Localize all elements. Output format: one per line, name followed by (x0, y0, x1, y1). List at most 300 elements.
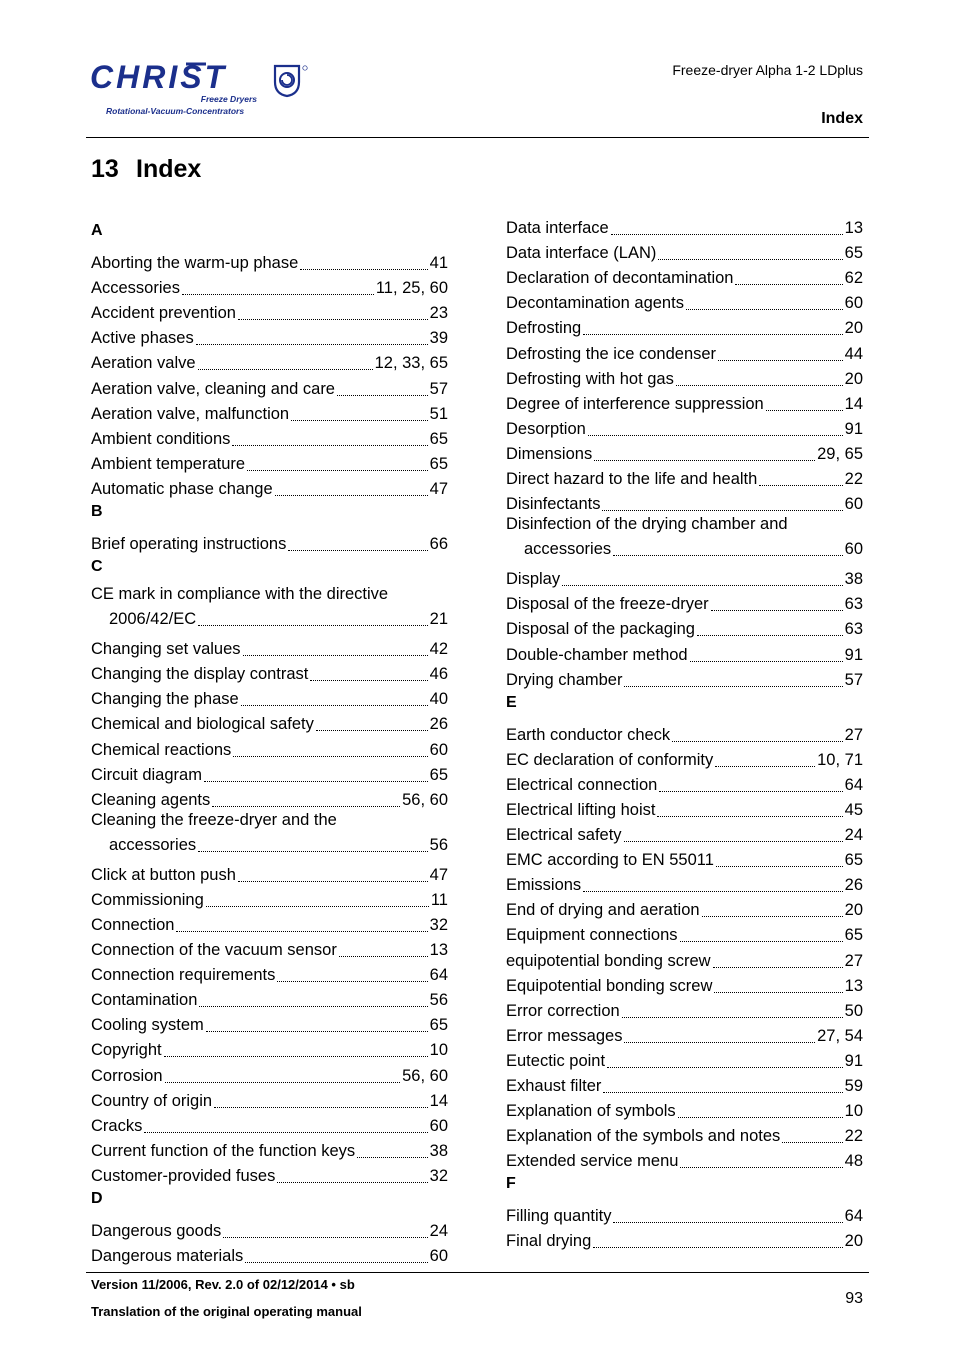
dot-leader (603, 1091, 842, 1093)
dot-leader (198, 850, 428, 852)
dot-leader (198, 624, 427, 626)
dot-leader (233, 755, 427, 757)
index-page-numbers: 29, 65 (817, 444, 863, 463)
index-entry (506, 971, 863, 996)
index-page-numbers: 46 (429, 665, 448, 684)
index-page-numbers: 47 (429, 865, 448, 884)
dot-leader (182, 293, 374, 295)
index-term: Customer-provided fuses (91, 1166, 276, 1185)
index-entry-continuation (506, 534, 863, 559)
index-entry (506, 945, 863, 970)
footer-rule (86, 1272, 869, 1273)
index-page-numbers: 12, 33, 65 (374, 354, 448, 373)
index-page-numbers: 11, 25, 60 (375, 279, 448, 298)
index-group-letter: A (91, 222, 103, 239)
index-page-numbers: 24 (844, 826, 863, 845)
index-term: Ambient conditions (91, 429, 231, 448)
index-group-letter: D (91, 1189, 103, 1207)
index-entry (506, 639, 863, 664)
index-term: Aeration valve, cleaning and care (91, 379, 335, 398)
index-entry (506, 364, 863, 389)
index-page-numbers: 26 (429, 715, 448, 734)
index-term: CE mark in compliance with the directive (91, 585, 389, 604)
index-entry (91, 960, 448, 985)
index-term: Defrosting the ice condenser (506, 344, 717, 363)
index-entry (506, 213, 863, 238)
dot-leader (247, 469, 428, 471)
dot-leader (199, 1005, 427, 1007)
index-term: Electrical safety (506, 826, 622, 845)
index-page-numbers: 56 (429, 991, 448, 1010)
dot-leader (716, 865, 843, 867)
index-entry (506, 564, 863, 589)
dot-leader (241, 704, 428, 706)
index-term: Dangerous materials (91, 1247, 244, 1266)
index-page-numbers: 65 (429, 765, 448, 784)
dot-leader (611, 233, 843, 235)
index-page-numbers: 65 (844, 926, 863, 945)
index-page-numbers: 22 (844, 470, 863, 489)
index-term: Accident prevention (91, 304, 236, 323)
dot-leader (243, 654, 428, 656)
index-page-numbers: 65 (429, 454, 448, 473)
index-term: Error correction (506, 1001, 620, 1020)
index-page-numbers: 51 (429, 404, 448, 423)
index-page-numbers: 60 (429, 1247, 448, 1266)
index-term: Error messages (506, 1026, 623, 1045)
dot-leader (588, 434, 843, 436)
index-entry (506, 389, 863, 414)
index-entry (91, 273, 448, 298)
index-page-numbers: 32 (429, 1166, 448, 1185)
svg-text:CHRIST: CHRIST (90, 60, 228, 94)
dot-leader (680, 940, 843, 942)
index-term: equipotential bonding screw (506, 951, 711, 970)
index-term: Cleaning the freeze-dryer and the (91, 810, 337, 829)
index-entry (506, 614, 863, 639)
index-term: Connection (91, 915, 175, 934)
index-term: Aeration valve, malfunction (91, 404, 290, 423)
index-entry (506, 464, 863, 489)
index-term: Country of origin (91, 1091, 213, 1110)
index-term: Brief operating instructions (91, 535, 287, 554)
index-entry (91, 1241, 448, 1266)
index-page-numbers: 91 (844, 1051, 863, 1070)
index-entry (506, 238, 863, 263)
index-page-numbers: 65 (844, 851, 863, 870)
index-entry (91, 734, 448, 759)
index-column-left (91, 218, 448, 1266)
index-term: Current function of the function keys (91, 1141, 356, 1160)
dot-leader (659, 790, 842, 792)
index-entry (91, 529, 448, 554)
index-group-letter: B (91, 502, 103, 520)
dot-leader (204, 780, 428, 782)
dot-leader (310, 679, 427, 681)
index-term: Disinfection of the drying chamber and (506, 515, 788, 534)
dot-leader (624, 1041, 815, 1043)
index-page-numbers: 60 (429, 1116, 448, 1135)
index-term: Defrosting (506, 319, 582, 338)
index-entry (506, 1021, 863, 1046)
dot-leader (196, 343, 428, 345)
index-term: Data interface (LAN) (506, 244, 657, 263)
index-page-numbers: 63 (844, 595, 863, 614)
index-term: Changing the display contrast (91, 665, 309, 684)
index-entry (91, 298, 448, 323)
index-entry (91, 1035, 448, 1060)
christ-wordmark (88, 60, 266, 94)
dot-leader (715, 765, 815, 767)
index-page-numbers: 64 (844, 775, 863, 794)
dot-leader (672, 740, 842, 742)
dot-leader (164, 1055, 428, 1057)
index-entry (506, 996, 863, 1021)
dot-leader (206, 905, 429, 907)
index-entry (506, 514, 863, 564)
index-term: Accessories (91, 279, 180, 298)
index-page-numbers: 10, 71 (817, 750, 863, 769)
dot-leader (277, 980, 427, 982)
index-page-numbers: 10 (844, 1102, 863, 1121)
index-page-numbers: 91 (844, 645, 863, 664)
index-term: Cleaning agents (91, 790, 211, 809)
index-term: Degree of interference suppression (506, 394, 764, 413)
index-term: Explanation of symbols (506, 1102, 676, 1121)
index-term: Changing the phase (91, 690, 239, 709)
index-page-numbers: 66 (429, 535, 448, 554)
index-term: Electrical connection (506, 775, 658, 794)
dot-leader (735, 283, 842, 285)
index-term: Decontamination agents (506, 294, 684, 313)
index-page-numbers: 27 (844, 725, 863, 744)
brand-line-1: Freeze Dryers (200, 94, 257, 104)
dot-leader (277, 1181, 427, 1183)
index-term: Data interface (506, 219, 609, 238)
index-term: Cracks (91, 1116, 143, 1135)
index-term: Extended service menu (506, 1152, 679, 1171)
index-term: Circuit diagram (91, 765, 202, 784)
dot-leader (607, 1066, 843, 1068)
dot-leader (238, 880, 428, 882)
dot-leader (165, 1081, 401, 1083)
index-group-letter: E (506, 693, 517, 711)
index-page-numbers: 65 (429, 429, 448, 448)
index-entry (91, 885, 448, 910)
brand-line-2: Rotational-Vacuum-Concentrators (106, 106, 245, 116)
index-entry (506, 1226, 863, 1251)
dot-leader (718, 359, 843, 361)
index-entry (91, 1111, 448, 1136)
index-entry (91, 584, 448, 634)
index-page-numbers: 56 (429, 835, 448, 854)
index-entry (91, 935, 448, 960)
dot-leader (714, 991, 842, 993)
index-page-numbers: 42 (429, 640, 448, 659)
index-page-numbers: 24 (429, 1222, 448, 1240)
index-term: Filling quantity (506, 1207, 612, 1226)
index-entry (506, 439, 863, 464)
dot-leader (291, 419, 428, 421)
index-entry (506, 1071, 863, 1096)
index-entry (91, 709, 448, 734)
header-rule (86, 137, 869, 138)
index-term: Equipotential bonding screw (506, 976, 713, 995)
index-entry (91, 1136, 448, 1161)
index-term: Chemical and biological safety (91, 715, 314, 734)
index-entry (506, 313, 863, 338)
index-term: Click at button push (91, 865, 236, 884)
index-entry (91, 985, 448, 1010)
index-page-numbers: 27, 54 (817, 1026, 863, 1045)
index-entry (506, 770, 863, 795)
index-page-numbers: 47 (429, 479, 448, 498)
index-term: Eutectic point (506, 1051, 606, 1070)
index-page-numbers: 26 (844, 876, 863, 895)
index-entry-continuation (91, 830, 448, 855)
index-term: Earth conductor check (506, 725, 671, 744)
index-term: Changing set values (91, 640, 241, 659)
index-entry (91, 1060, 448, 1085)
index-entry (506, 1046, 863, 1071)
index-term: Defrosting with hot gas (506, 369, 674, 388)
index-term: EC declaration of conformity (506, 750, 714, 769)
dot-leader (657, 815, 842, 817)
christ-emblem-icon (272, 64, 312, 98)
index-entry (91, 1216, 448, 1241)
index-page-numbers: 64 (429, 966, 448, 985)
chapter-title: Index (136, 155, 202, 183)
index-page-numbers: 13 (429, 941, 448, 960)
dot-leader (339, 955, 428, 957)
index-term-continuation: accessories (524, 540, 612, 559)
index-entry (91, 348, 448, 373)
dot-leader (214, 1106, 428, 1108)
index-term: Dimensions (506, 444, 593, 463)
index-page-numbers: 65 (429, 1016, 448, 1035)
dot-leader (238, 318, 428, 320)
index-group-letter: F (506, 1175, 516, 1193)
dot-leader (602, 509, 842, 511)
index-term: Connection requirements (91, 966, 276, 985)
index-page-numbers: 21 (429, 610, 448, 629)
index-entry (91, 634, 448, 659)
index-entry (506, 745, 863, 770)
index-page-numbers: 10 (429, 1041, 448, 1060)
index-column-right (506, 213, 863, 1251)
index-entry (91, 449, 448, 474)
dot-leader (622, 1016, 843, 1018)
dot-leader (288, 549, 427, 551)
index-term: Electrical lifting hoist (506, 800, 656, 819)
index-entry (506, 665, 863, 690)
dot-leader (624, 685, 842, 687)
index-term: Cooling system (91, 1016, 204, 1035)
index-term: Commissioning (91, 890, 204, 909)
index-term: Final drying (506, 1232, 592, 1251)
index-page-numbers: 11 (430, 890, 448, 909)
index-term: Exhaust filter (506, 1077, 602, 1095)
dot-leader (357, 1156, 427, 1158)
index-term-continuation: 2006/42/EC (109, 610, 197, 629)
index-term: Drying chamber (506, 670, 623, 689)
index-entry (506, 1146, 863, 1171)
index-entry (91, 860, 448, 885)
index-term: Disposal of the packaging (506, 620, 695, 639)
index-entry (91, 323, 448, 348)
index-page-numbers: 20 (844, 901, 863, 920)
index-term: Contamination (91, 991, 198, 1010)
index-entry (506, 263, 863, 288)
index-entry (91, 1161, 448, 1186)
chapter-heading (91, 155, 201, 184)
dot-leader (697, 634, 843, 636)
index-term: Aeration valve (91, 354, 196, 373)
index-term: Declaration of decontamination (506, 269, 734, 288)
dot-leader (676, 384, 843, 386)
index-page-numbers: 44 (844, 344, 863, 363)
index-entry (91, 659, 448, 684)
index-term: Equipment connections (506, 926, 678, 945)
dot-leader (337, 394, 428, 396)
dot-leader (624, 840, 843, 842)
index-entry (506, 720, 863, 745)
dot-leader (206, 1030, 428, 1032)
dot-leader (702, 915, 843, 917)
index-entry (506, 414, 863, 439)
page-number: 93 (845, 1290, 863, 1307)
index-entry (91, 785, 448, 810)
index-page-numbers: 91 (844, 419, 863, 438)
document-title: Freeze-dryer Alpha 1-2 LDplus (672, 62, 863, 78)
index-term: Double-chamber method (506, 645, 688, 664)
footer-version: Version 11/2006, Rev. 2.0 of 02/12/2014 • sb (91, 1277, 355, 1292)
index-page-numbers: 20 (844, 319, 863, 338)
index-entry (91, 910, 448, 935)
index-page-numbers: 27 (844, 951, 863, 970)
dot-leader (144, 1131, 427, 1133)
index-term-continuation: accessories (109, 835, 197, 854)
index-page-numbers: 40 (429, 690, 448, 709)
index-page-numbers: 32 (429, 915, 448, 934)
index-page-numbers: 60 (844, 495, 863, 514)
index-page-numbers: 56, 60 (402, 1066, 448, 1085)
index-term: Direct hazard to the life and health (506, 470, 758, 489)
dot-leader (223, 1236, 427, 1238)
index-page-numbers: 13 (844, 219, 863, 238)
dot-leader (594, 459, 815, 461)
chapter-number: 13 (91, 155, 119, 183)
dot-leader (711, 609, 843, 611)
dot-leader (713, 966, 843, 968)
index-entry (91, 248, 448, 273)
index-page-numbers: 48 (844, 1152, 863, 1171)
index-term: End of drying and aeration (506, 901, 700, 920)
dot-leader (782, 1141, 842, 1143)
index-page-numbers: 23 (429, 304, 448, 323)
section-name: Index (821, 110, 863, 127)
index-entry (506, 920, 863, 945)
index-entry (91, 474, 448, 499)
index-entry-continuation (91, 604, 448, 629)
index-page-numbers: 38 (429, 1141, 448, 1160)
index-entry (91, 684, 448, 709)
index-page-numbers: 60 (844, 540, 863, 559)
index-term: Desorption (506, 419, 586, 438)
index-term: Active phases (91, 329, 194, 348)
index-entry (506, 870, 863, 895)
index-page-numbers: 50 (844, 1001, 863, 1020)
index-page-numbers: 56, 60 (402, 790, 448, 809)
index-term: Display (506, 570, 561, 589)
index-page-numbers: 14 (429, 1091, 448, 1110)
index-term: Explanation of the symbols and notes (506, 1127, 781, 1146)
index-page-numbers: 62 (844, 269, 863, 288)
index-entry (506, 820, 863, 845)
index-page-numbers: 20 (844, 1232, 863, 1251)
index-term: Emissions (506, 876, 582, 895)
index-entry (506, 1201, 863, 1226)
dot-leader (583, 333, 842, 335)
index-entry (91, 760, 448, 785)
index-entry (506, 489, 863, 514)
dot-leader (562, 584, 843, 586)
dot-leader (686, 308, 843, 310)
index-entry (91, 424, 448, 449)
index-entry (91, 1010, 448, 1035)
index-entry (91, 810, 448, 860)
dot-leader (300, 268, 427, 270)
index-term: Disinfectants (506, 495, 601, 514)
index-page-numbers: 22 (844, 1127, 863, 1146)
index-page-numbers: 20 (844, 369, 863, 388)
index-entry (506, 1096, 863, 1121)
index-entry (506, 338, 863, 363)
index-entry (506, 1121, 863, 1146)
christ-logo (88, 58, 313, 120)
footer-translation-note: Translation of the original operating manual (91, 1304, 362, 1319)
dot-leader (678, 1116, 843, 1118)
index-entry (506, 845, 863, 870)
dot-leader (245, 1261, 427, 1263)
dot-leader (232, 444, 427, 446)
index-page-numbers: 64 (844, 1207, 863, 1226)
index-page-numbers: 57 (844, 670, 863, 689)
index-term: Chemical reactions (91, 740, 232, 759)
index-page-numbers: 60 (844, 294, 863, 313)
index-page-numbers: 38 (844, 570, 863, 589)
index-page-numbers: 13 (844, 976, 863, 995)
dot-leader (198, 368, 373, 370)
dot-leader (613, 554, 843, 556)
dot-leader (690, 660, 843, 662)
index-entry (506, 589, 863, 614)
dot-leader (176, 930, 427, 932)
index-entry (91, 373, 448, 398)
dot-leader (316, 729, 428, 731)
dot-leader (759, 484, 842, 486)
index-term: Aborting the warm-up phase (91, 254, 299, 273)
dot-leader (613, 1221, 842, 1223)
dot-leader (680, 1166, 842, 1168)
index-page-numbers: 14 (844, 394, 863, 413)
index-term: Dangerous goods (91, 1222, 222, 1240)
index-term: Corrosion (91, 1066, 163, 1085)
index-entry (506, 895, 863, 920)
index-page-numbers: 41 (429, 254, 448, 273)
dot-leader (212, 805, 400, 807)
index-entry (506, 288, 863, 313)
